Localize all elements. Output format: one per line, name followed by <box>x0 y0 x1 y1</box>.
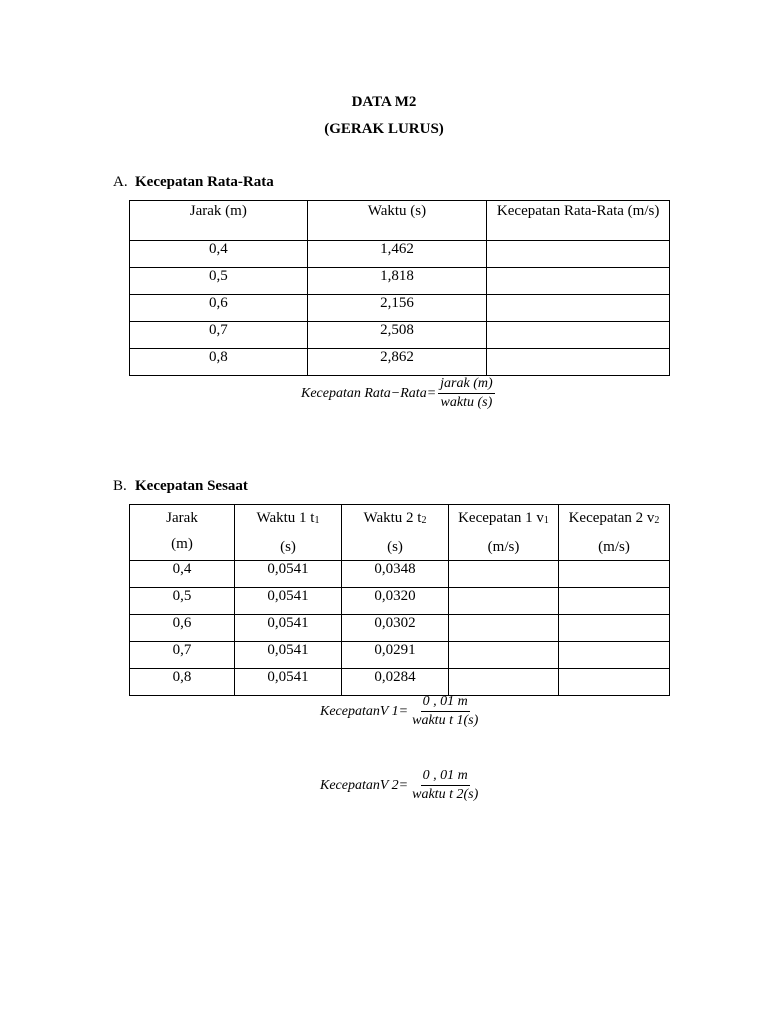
cell-distance: 0,7 <box>130 322 308 349</box>
cell-time: 2,508 <box>307 322 487 349</box>
formula-fraction <box>438 376 495 411</box>
formula-fraction <box>410 768 480 803</box>
table-header-row <box>130 201 670 241</box>
cell-time-2: 0,0348 <box>342 561 449 588</box>
table-row <box>130 669 670 696</box>
formula-denominator: waktu t 1(s) <box>412 713 479 728</box>
cell-velocity-1 <box>449 561 559 588</box>
cell-time-1: 0,0541 <box>235 642 342 669</box>
cell-velocity-2 <box>559 588 670 615</box>
header-velocity-2: Kecepatan 2 $v_2$ (m/s) <box>559 505 670 561</box>
cell-time-2: 0,0302 <box>342 615 449 642</box>
formula-fraction <box>410 694 480 729</box>
section-a-letter: A. <box>113 174 128 190</box>
cell-distance: 0,4 <box>130 241 308 268</box>
cell-time-1: 0,0541 <box>235 561 342 588</box>
section-b-letter: B. <box>113 478 127 494</box>
cell-velocity <box>487 295 670 322</box>
formula-lhs: Kecepatan Rata−Rata= <box>301 385 437 401</box>
table-row <box>130 642 670 669</box>
header-average-velocity: Kecepatan Rata-Rata (m/s) <box>487 201 670 241</box>
cell-distance: 0,5 <box>130 268 308 295</box>
cell-time: 1,462 <box>307 241 487 268</box>
header-distance: Jarak (m) <box>130 505 235 561</box>
cell-time-1: 0,0541 <box>235 669 342 696</box>
cell-velocity-2 <box>559 642 670 669</box>
cell-distance: 0,8 <box>130 669 235 696</box>
average-velocity-formula <box>301 376 495 411</box>
section-a-heading <box>113 174 274 191</box>
cell-velocity-1 <box>449 615 559 642</box>
formula-numerator: 0 , 01 m <box>421 768 470 786</box>
section-a-label: Kecepatan Rata-Rata <box>135 174 274 190</box>
cell-distance: 0,6 <box>130 615 235 642</box>
table-row <box>130 322 670 349</box>
cell-time-2: 0,0320 <box>342 588 449 615</box>
cell-time: 1,818 <box>307 268 487 295</box>
cell-velocity-2 <box>559 669 670 696</box>
cell-velocity <box>487 349 670 376</box>
table-row <box>130 561 670 588</box>
cell-velocity-1 <box>449 588 559 615</box>
formula-numerator: jarak (m) <box>438 376 495 394</box>
cell-time-1: 0,0541 <box>235 615 342 642</box>
header-time: Waktu (s) <box>307 201 487 241</box>
cell-distance: 0,8 <box>130 349 308 376</box>
formula-denominator: waktu (s) <box>440 395 493 410</box>
cell-time-2: 0,0284 <box>342 669 449 696</box>
cell-velocity-1 <box>449 669 559 696</box>
header-velocity-1: Kecepatan 1 $v_1$ (m/s) <box>449 505 559 561</box>
cell-velocity-2 <box>559 615 670 642</box>
cell-time: 2,862 <box>307 349 487 376</box>
cell-distance: 0,4 <box>130 561 235 588</box>
formula-lhs: KecepatanV 1= <box>320 703 409 719</box>
document-title: DATA M2 <box>351 94 417 110</box>
velocity-2-formula <box>320 768 480 803</box>
cell-time: 2,156 <box>307 295 487 322</box>
velocity-1-formula <box>320 694 480 729</box>
formula-numerator: 0 , 01 m <box>421 694 470 712</box>
table-row <box>130 268 670 295</box>
cell-velocity-1 <box>449 642 559 669</box>
table-row <box>130 295 670 322</box>
instantaneous-velocity-table <box>129 504 670 696</box>
table-row <box>130 588 670 615</box>
cell-velocity <box>487 241 670 268</box>
header-distance: Jarak (m) <box>130 201 308 241</box>
cell-distance: 0,6 <box>130 295 308 322</box>
average-velocity-table <box>129 200 670 376</box>
cell-time-2: 0,0291 <box>342 642 449 669</box>
cell-time-1: 0,0541 <box>235 588 342 615</box>
section-b-label: Kecepatan Sesaat <box>135 478 248 494</box>
cell-velocity-2 <box>559 561 670 588</box>
header-time-1: Waktu 1 $t_1$ (s) <box>235 505 342 561</box>
header-time-2: Waktu 2 $t_2$ (s) <box>342 505 449 561</box>
section-b-heading <box>113 478 248 495</box>
cell-distance: 0,7 <box>130 642 235 669</box>
formula-denominator: waktu t 2(s) <box>412 787 479 802</box>
cell-distance: 0,5 <box>130 588 235 615</box>
formula-lhs: KecepatanV 2= <box>320 777 409 793</box>
table-header-row <box>130 505 670 561</box>
cell-velocity <box>487 322 670 349</box>
table-row <box>130 349 670 376</box>
document-subtitle: (GERAK LURUS) <box>324 121 444 137</box>
table-row <box>130 615 670 642</box>
cell-velocity <box>487 268 670 295</box>
table-row <box>130 241 670 268</box>
